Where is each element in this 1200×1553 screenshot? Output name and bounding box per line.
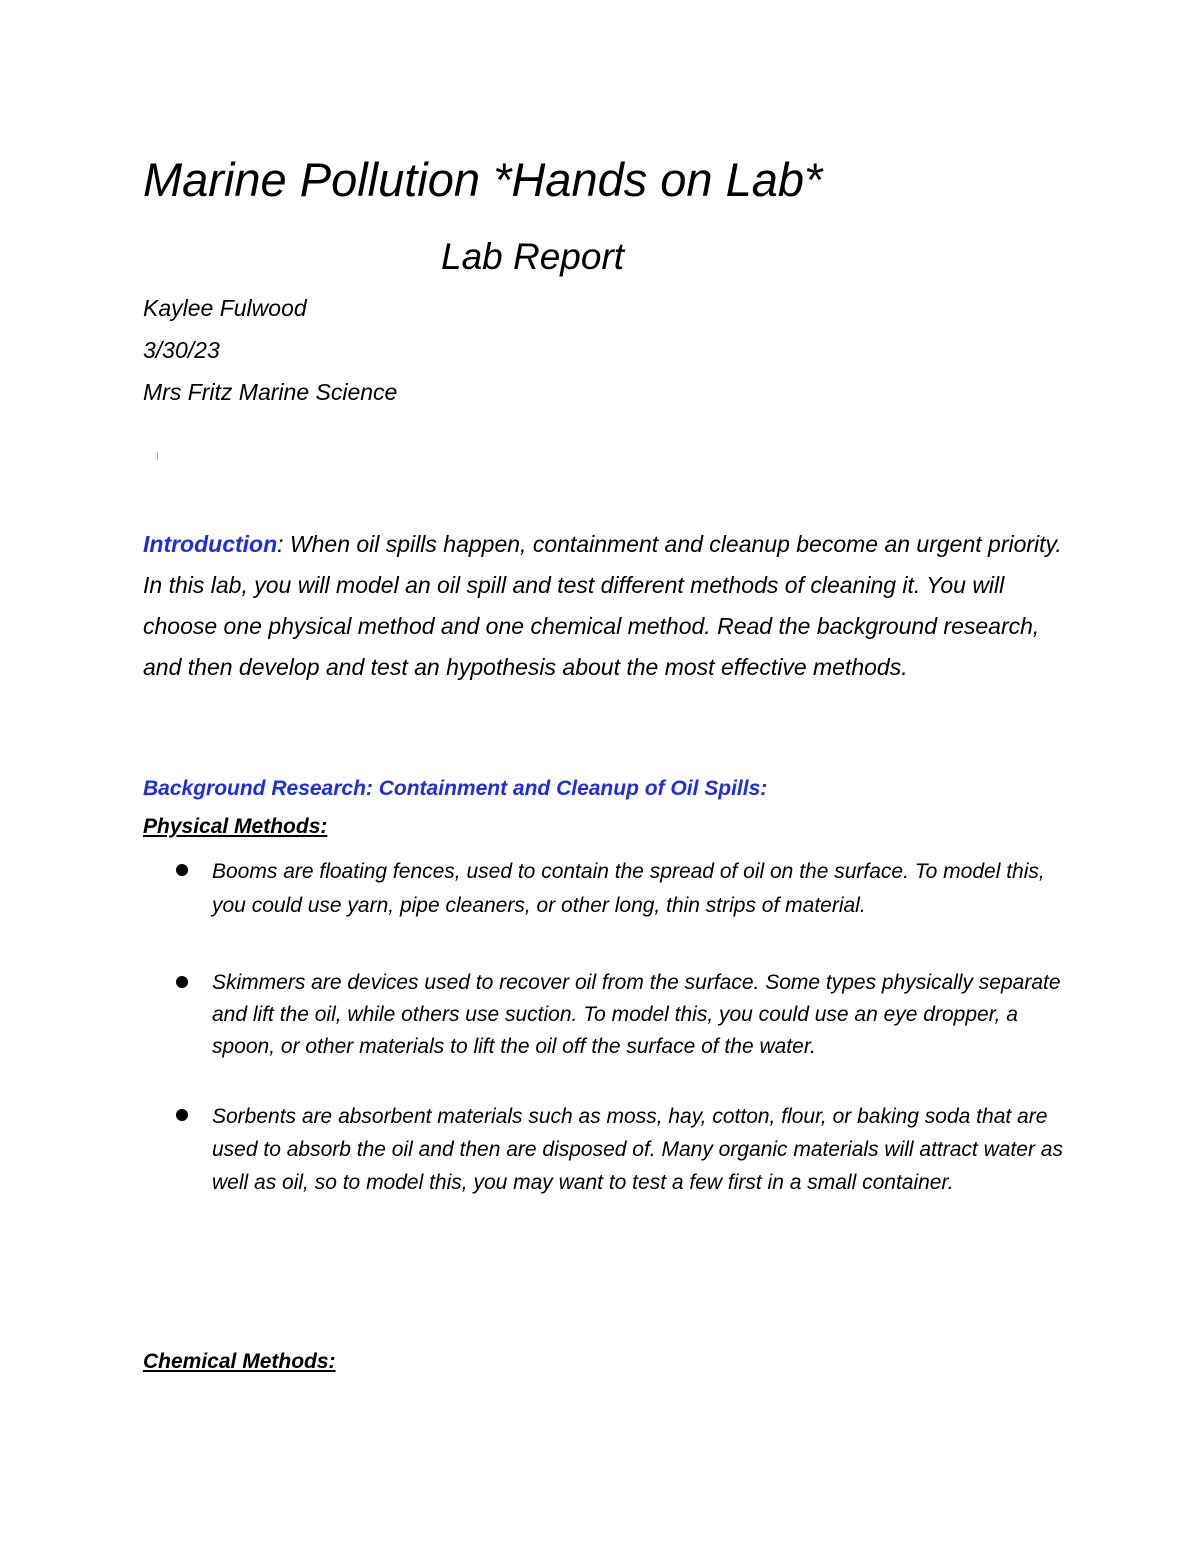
background-research-heading: Background Research: Containment and Cleanup of Oil Spills: <box>143 777 768 800</box>
chemical-methods-heading: Chemical Methods: <box>143 1350 336 1373</box>
text-cursor-mark <box>157 452 158 460</box>
list-item-booms: Booms are floating fences, used to contain the spread of oil on the surface. To model this, you could use yarn, pipe cleaners, or other long, thin strips of material. <box>212 860 1045 917</box>
introduction-text: When oil spills happen, containment and cleanup become an urgent priority. In this lab, you will model an oil spill and test different methods of cleaning it. You will choose one physical method and one chemical method. Read the background research, and then develop and test an hypothesis about the most effective methods. <box>143 531 1062 680</box>
physical-methods-heading: Physical Methods: <box>143 815 328 838</box>
list-item-sorbents: Sorbents are absorbent materials such as moss, hay, cotton, flour, or baking soda that are used to absorb the oil and then are disposed of. Many organic materials will attract water as well as oil, so to model this, you may want to test a few first in a small container. <box>212 1105 1063 1194</box>
author-name: Kaylee Fulwood <box>143 295 307 321</box>
document-title: Marine Pollution *Hands on Lab* <box>143 153 823 206</box>
introduction-paragraph <box>143 524 1073 688</box>
document-subtitle: Lab Report <box>441 236 625 277</box>
course-name: Mrs Fritz Marine Science <box>143 379 398 405</box>
report-date: 3/30/23 <box>143 337 220 363</box>
introduction-separator: : <box>277 531 284 557</box>
introduction-label: Introduction <box>143 531 278 557</box>
list-item-skimmers: Skimmers are devices used to recover oil from the surface. Some types physically separate and lift the oil, while others use suction. To model this, you could use an eye dropper, a spoon, or other materials to lift the oil off the surface of the water. <box>212 971 1061 1058</box>
